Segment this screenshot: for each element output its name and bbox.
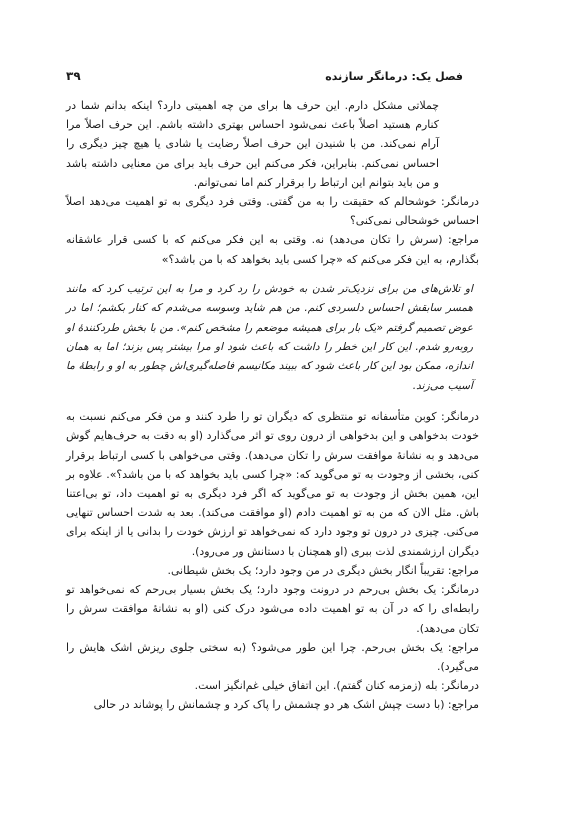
speaker-label: درمانگر: xyxy=(441,583,479,597)
speaker-label: درمانگر: xyxy=(441,679,479,693)
paragraph xyxy=(66,676,479,695)
speaker-label: مراجع: xyxy=(447,563,479,577)
paragraph xyxy=(66,580,479,638)
paragraph xyxy=(66,561,479,580)
paragraph-text: بله (زمزمه کنان گفتم). این اتفاق خیلی غم‌انگیز است. xyxy=(194,679,438,693)
paragraph-text: (با دست چپش اشک هر دو چشمش را پاک کرد و چشمانش را پوشاند در حالی xyxy=(93,698,445,712)
paragraph xyxy=(66,192,479,230)
speaker-label: مراجع: xyxy=(447,698,479,712)
paragraph-text: کوبن متأسفانه تو منتظری که دیگران تو را طرد کنند و من فکر می‌کنم نسبت به خودت بدخواهی و این بدخواهی از درون روی تو اثر می‌گذارد (او به دقت به حرف‌هایم گوش می‌دهد و به نشانهٔ موافقت سرش را تکان می‌دهد). وقتی می‌خواهی با کسی ارتباط برقرار کنی، بخشی از وجودت به تو می‌گوید که: «چرا کسی باید بخواهد که با من باشد؟». علاوه بر این، همین بخش از وجودت به تو می‌گوید که اگر فرد دیگری به تو اهمیت داد، تو بی‌اعتنا باش. مثل الان که من به تو اهمیت دادم (او موافقت می‌کند). بعد به شدت احساس تنهایی می‌کنی. چیزی در درون تو وجود دارد که نمی‌خواهد تو ارزش خودت را بدانی یا از اینکه برای دیگران ارزشمندی لذت ببری (او همچنان با دستانش ور می‌رود). xyxy=(66,410,479,558)
commentary-text: او تلاش‌های من برای نزدیک‌تر شدن به خودش را رد کرد و مرا به این ترتیب کرد که مانند همسر سابقش احساس دلسردی کنم. من هم شاید وسوسه می‌شدم که کنار بکشم؛ اما در عوض تصمیم گرفتم «یک بار برای همیشه موضعم را مشخص کنم». من با بخش طردکنندهٔ او روبه‌رو شدم. این کار این خطر را داشت که باعث شود او مرا بیشتر پس بزند؛ اما به همان اندازه، ممکن بود این کار باعث شود که ببیند مکانیسم فاصله‌گیری‌اش چطور به او و رابطهٔ ما آسیب می‌زند. xyxy=(66,282,473,392)
paragraph-text: یک بخش بی‌رحم. چرا این طور می‌شود؟ (به سختی جلوی ریزش اشک هایش را می‌گیرد). xyxy=(66,640,479,673)
speaker-label: مراجع: xyxy=(447,640,479,654)
paragraph xyxy=(66,230,479,268)
running-header xyxy=(66,70,463,88)
paragraph xyxy=(66,96,479,192)
paragraph-text: تقریباً انگار بخش دیگری در من وجود دارد؛ یک بخش شیطانی. xyxy=(167,563,445,577)
paragraph-text: چملاتی مشکل دارم. این حرف ها برای من چه اهمیتی دارد؟ اینکه بدانم شما در کنارم هستید اصلاً باعث نمی‌شود احساس بهتری داشته باشم. این حرف اصلاً مرا آرام نمی‌کند. من با شنیدن این حرف اصلاً رضایت یا شادی یا هیچ چیز دیگری را احساس نمی‌کنم. بنابراین، فکر می‌کنم این حرف باید برای من معنایی داشته باشد و من باید بتوانم این ارتباط را برقرار کنم اما نمی‌توانم. xyxy=(66,99,439,189)
paragraph-text: (سرش را تکان می‌دهد) نه. وقتی به این فکر می‌کنم که با کسی قرار عاشقانه بگذارم، به این فکر می‌کنم که «چرا کسی باید بخواهد که با من باشد؟» xyxy=(66,233,479,266)
paragraph xyxy=(66,638,479,676)
paragraph xyxy=(66,695,479,714)
paragraph-text: خوشحالم که حقیقت را به من گفتی. وقتی فرد دیگری به تو اهمیت می‌دهد اصلاً احساس خوشحالی نمی‌کنی؟ xyxy=(66,195,479,228)
speaker-label: مراجع: xyxy=(447,233,480,247)
paragraph-text: یک بخش بی‌رحم در درونت وجود دارد؛ یک بخش بسیار بی‌رحم که نمی‌خواهد تو رابطه‌ای را که در آن به تو اهمیت داده می‌شود درک کنی (او به نشانهٔ موافقت سرش را تکان می‌دهد). xyxy=(66,583,479,635)
paragraph xyxy=(66,407,479,561)
chapter-title: فصل یک: درمانگر سازنده xyxy=(325,70,463,83)
commentary-block xyxy=(66,280,479,396)
speaker-label: درمانگر: xyxy=(441,195,479,209)
page-number: ۳۹ xyxy=(66,69,81,83)
speaker-label: درمانگر: xyxy=(441,410,479,424)
page-body xyxy=(66,96,479,715)
